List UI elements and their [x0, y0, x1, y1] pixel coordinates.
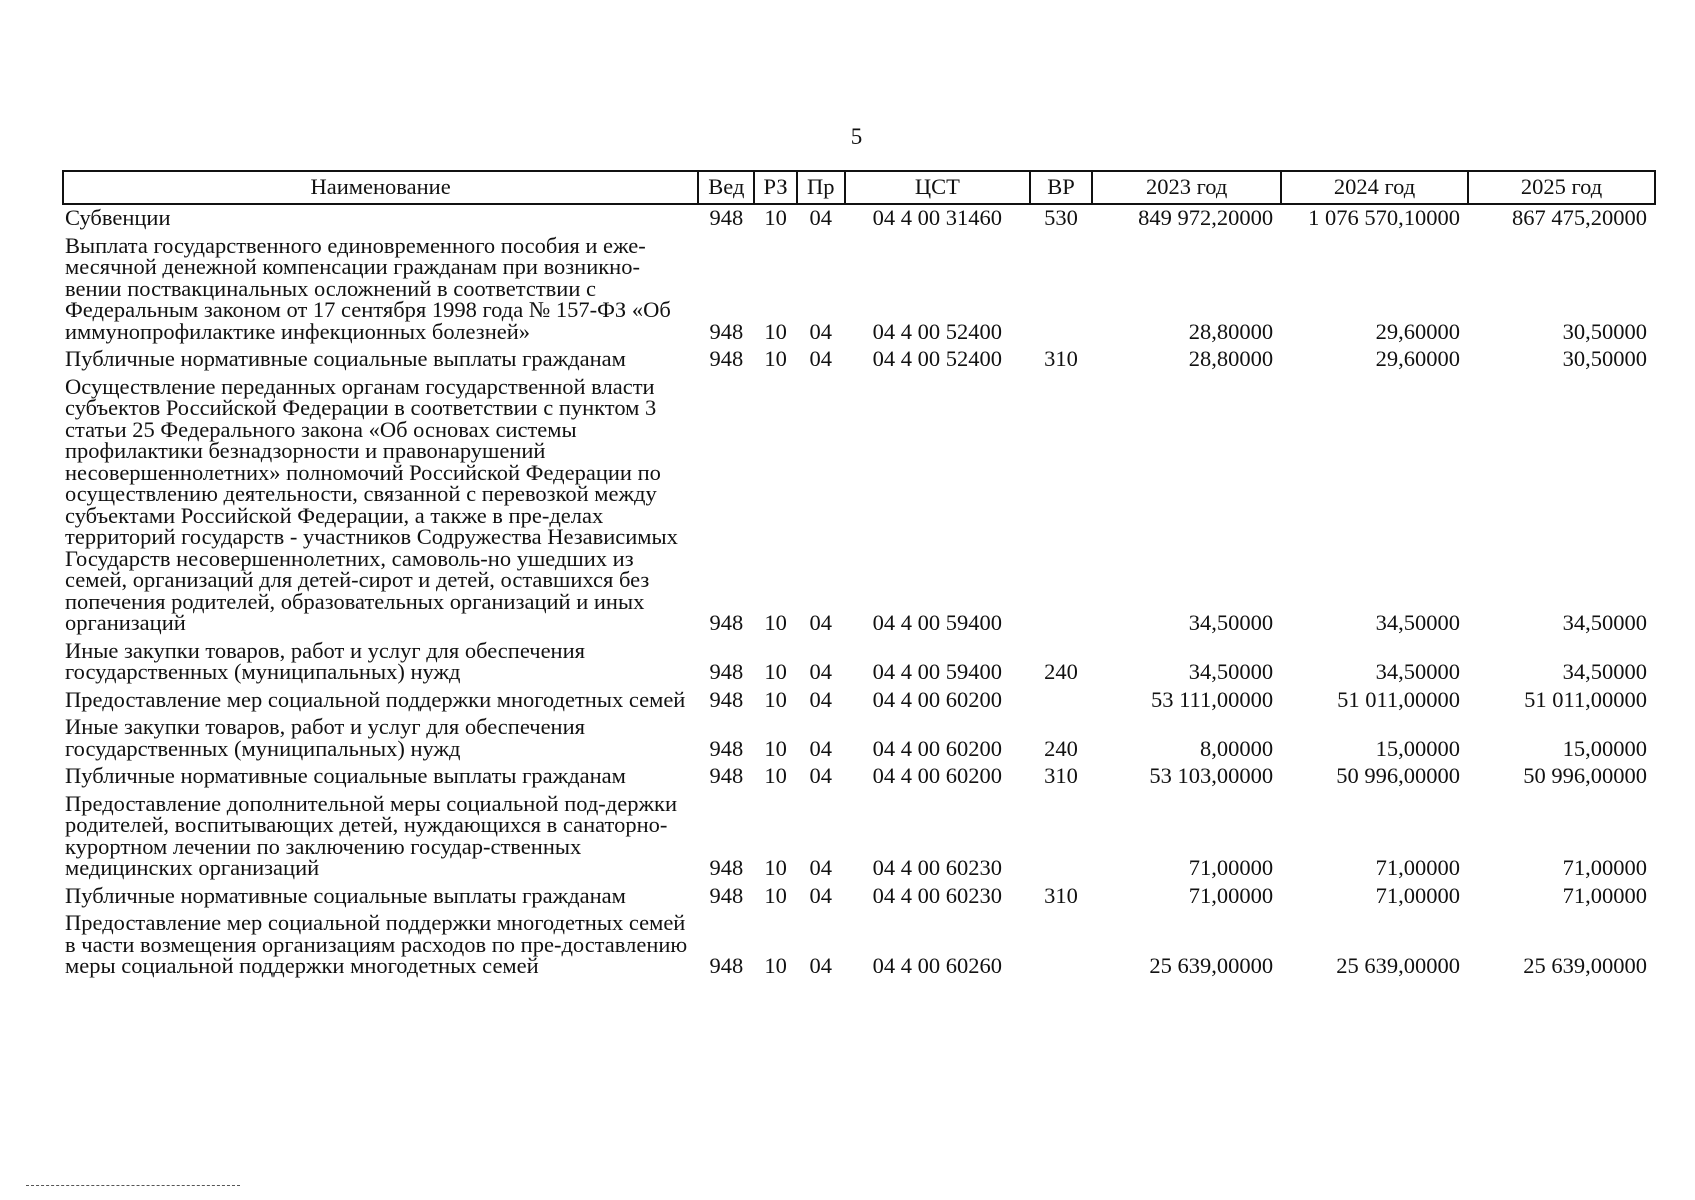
row-cst: 04 4 00 60200: [872, 763, 1003, 788]
table-row: [63, 204, 1655, 233]
header-cst: ЦСТ: [845, 171, 1030, 204]
row-cst: 04 4 00 52400: [872, 318, 1003, 344]
row-ved: 948: [709, 735, 744, 761]
header-2025: 2025 год: [1468, 171, 1655, 204]
table-row: [63, 687, 1655, 715]
row-vr: 530: [1044, 205, 1078, 230]
table-row: [63, 233, 1655, 347]
row-pr: 04: [809, 346, 833, 371]
row-cst: 04 4 00 60200: [872, 686, 1003, 712]
row-vr: [1030, 374, 1092, 638]
row-ved: 948: [709, 953, 744, 978]
row-rz: 10: [764, 346, 787, 371]
row-name: Предоставление мер социальной поддержки многодетных семей в части возмещения организациям расходов по пре-доставлению меры социальной поддержки многодетных семей: [65, 910, 688, 978]
row-rz: 10: [764, 855, 787, 880]
row-rz: 10: [764, 610, 787, 635]
row-vr: 310: [1044, 346, 1078, 371]
row-amount-2025: 34,50000: [1562, 659, 1647, 684]
row-name: Осуществление переданных органам государственной власти субъектов Российской Федерации в соответствии с пунктом 3 статьи 25 Федерального закона «Об основах системы профилактики безнадзорности и правонарушений несовершеннолетних» полномочий Российской Федерации по осуществлению деятельности, связанной с перевозкой между субъектами Российской Федерации, а также в пре-делах территорий государств - участников Содружества Независимых Государств несовершеннолетних, самоволь-но ушедших из семей, организаций для детей-сирот и детей, оставшихся без попечения родителей, образовательных организаций и иных организаций: [65, 373, 678, 635]
row-name: Иные закупки товаров, работ и услуг для обеспечения государственных (муниципальных) нужд: [65, 637, 585, 684]
row-name: Предоставление дополнительной меры социальной под-держки родителей, воспитывающих детей, нуждающихся в санаторно-курортном лечении по заключению государ-ственных медицинских организаций: [65, 790, 677, 880]
row-amount-2024: 1 076 570,10000: [1308, 205, 1461, 230]
row-name: Субвенции: [65, 205, 171, 230]
row-pr: 04: [809, 659, 833, 684]
row-amount-2025: 71,00000: [1562, 882, 1647, 908]
table-row: [63, 638, 1655, 687]
row-amount-2025: 50 996,00000: [1523, 763, 1647, 788]
row-cst: 04 4 00 60230: [872, 882, 1003, 908]
row-pr: 04: [809, 318, 833, 344]
row-amount-2023: 71,00000: [1188, 855, 1274, 880]
row-rz: 10: [764, 205, 787, 230]
row-amount-2023: 34,50000: [1188, 610, 1274, 635]
row-name: Иные закупки товаров, работ и услуг для обеспечения государственных (муниципальных) нужд: [65, 714, 585, 761]
row-cst: 04 4 00 60230: [872, 855, 1003, 880]
row-amount-2024: 15,00000: [1375, 735, 1461, 761]
table-row: [63, 883, 1655, 911]
row-pr: 04: [809, 735, 833, 761]
row-amount-2024: 25 639,00000: [1336, 953, 1461, 978]
table-header: [63, 171, 1655, 204]
row-amount-2024: 29,60000: [1375, 318, 1461, 344]
row-amount-2023: 53 103,00000: [1149, 763, 1274, 788]
row-rz: 10: [764, 686, 787, 712]
row-amount-2025: 71,00000: [1562, 855, 1647, 880]
header-name: Наименование: [63, 171, 698, 204]
table-row: [63, 714, 1655, 763]
row-ved: 948: [709, 610, 744, 635]
row-pr: 04: [809, 205, 833, 230]
row-amount-2025: 51 011,00000: [1524, 686, 1647, 712]
row-amount-2023: 8,00000: [1199, 735, 1274, 761]
row-amount-2023: 28,80000: [1188, 346, 1274, 371]
row-name: Предоставление мер социальной поддержки многодетных семей: [65, 686, 686, 712]
row-vr: [1030, 791, 1092, 883]
row-name: Выплата государственного единовременного пособия и еже-месячной денежной компенсации гражданам при возникно-вении поствакцинальных осложнений в соответствии с Федеральным законом от 17 сентября 1998 года № 157-ФЗ «Об иммунопрофилактике инфекционных болезней»: [65, 232, 671, 344]
header-vr: ВР: [1030, 171, 1092, 204]
row-amount-2024: 51 011,00000: [1337, 686, 1461, 712]
header-rz: РЗ: [754, 171, 796, 204]
row-amount-2024: 29,60000: [1375, 346, 1461, 371]
row-amount-2025: 30,50000: [1562, 318, 1647, 344]
row-name: Публичные нормативные социальные выплаты гражданам: [65, 763, 626, 788]
row-rz: 10: [764, 318, 787, 344]
row-vr: [1030, 233, 1092, 347]
header-pr: Пр: [797, 171, 845, 204]
row-amount-2025: 34,50000: [1562, 610, 1647, 635]
row-amount-2023: 28,80000: [1188, 318, 1274, 344]
row-ved: 948: [709, 855, 744, 880]
header-2023: 2023 год: [1092, 171, 1281, 204]
row-cst: 04 4 00 52400: [872, 346, 1003, 371]
row-ved: 948: [709, 346, 744, 371]
row-cst: 04 4 00 59400: [872, 659, 1003, 684]
row-pr: 04: [809, 953, 833, 978]
row-amount-2024: 71,00000: [1375, 855, 1461, 880]
row-amount-2025: 867 475,20000: [1512, 205, 1647, 230]
row-amount-2025: 30,50000: [1562, 346, 1647, 371]
row-pr: 04: [809, 610, 833, 635]
row-name: Публичные нормативные социальные выплаты гражданам: [65, 346, 626, 371]
table-row: [63, 791, 1655, 883]
row-vr: 310: [1044, 882, 1078, 908]
row-cst: 04 4 00 60200: [872, 735, 1003, 761]
row-amount-2023: 71,00000: [1188, 882, 1274, 908]
row-pr: 04: [809, 763, 833, 788]
row-ved: 948: [709, 686, 744, 712]
page-number: 5: [850, 124, 863, 149]
table-row: [63, 763, 1655, 791]
row-amount-2025: 25 639,00000: [1523, 953, 1647, 978]
header-ved: Вед: [698, 171, 754, 204]
row-amount-2024: 50 996,00000: [1336, 763, 1461, 788]
row-amount-2024: 34,50000: [1375, 659, 1461, 684]
row-amount-2023: 34,50000: [1188, 659, 1274, 684]
row-pr: 04: [809, 686, 833, 712]
row-ved: 948: [709, 882, 744, 908]
row-amount-2024: 71,00000: [1375, 882, 1461, 908]
row-cst: 04 4 00 59400: [872, 610, 1003, 635]
table-row: [63, 346, 1655, 374]
row-rz: 10: [764, 763, 787, 788]
row-vr: [1030, 910, 1092, 981]
row-vr: 240: [1044, 735, 1078, 761]
row-ved: 948: [709, 659, 744, 684]
row-rz: 10: [764, 953, 787, 978]
header-row: [63, 171, 1655, 204]
table-row: [63, 374, 1655, 638]
row-amount-2024: 34,50000: [1375, 610, 1461, 635]
row-rz: 10: [764, 735, 787, 761]
row-amount-2025: 15,00000: [1562, 735, 1647, 761]
row-vr: 240: [1044, 659, 1078, 684]
row-cst: 04 4 00 31460: [872, 205, 1003, 230]
row-amount-2023: 25 639,00000: [1149, 953, 1274, 978]
row-cst: 04 4 00 60260: [872, 953, 1003, 978]
row-vr: 310: [1044, 763, 1078, 788]
row-pr: 04: [809, 882, 833, 908]
budget-table: [62, 170, 1656, 981]
row-vr: [1030, 687, 1092, 715]
row-ved: 948: [709, 763, 744, 788]
row-rz: 10: [764, 659, 787, 684]
row-amount-2023: 53 111,00000: [1150, 686, 1274, 712]
row-name: Публичные нормативные социальные выплаты гражданам: [65, 882, 626, 908]
row-ved: 948: [709, 205, 744, 230]
table-row: [63, 910, 1655, 981]
row-ved: 948: [709, 318, 744, 344]
footer-divider: [26, 1185, 240, 1186]
row-rz: 10: [764, 882, 787, 908]
table-body: [63, 204, 1655, 981]
row-pr: 04: [809, 855, 833, 880]
row-amount-2023: 849 972,20000: [1138, 205, 1274, 230]
header-2024: 2024 год: [1281, 171, 1468, 204]
